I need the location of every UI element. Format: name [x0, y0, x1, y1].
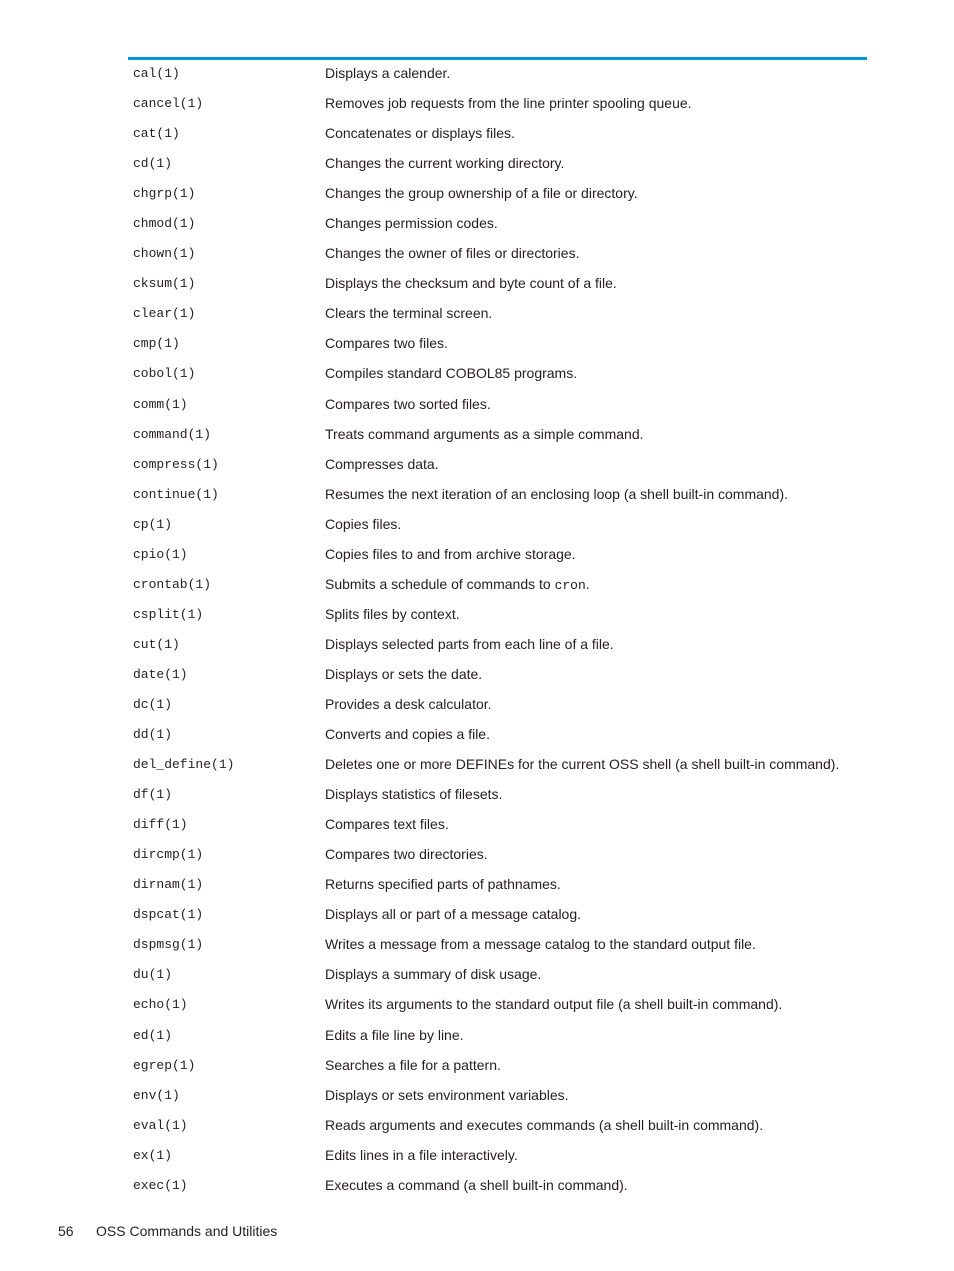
command-description: Copies files to and from archive storage.	[325, 545, 576, 562]
table-row	[133, 1112, 867, 1142]
command-name: ed(1)	[133, 1027, 173, 1043]
table-row	[133, 901, 867, 931]
command-description: Resumes the next iteration of an enclosing loop (a shell built-in command).	[325, 485, 789, 502]
table-row	[133, 180, 867, 210]
table-row	[133, 721, 867, 751]
table-row	[133, 120, 867, 150]
command-name: dspmsg(1)	[133, 937, 204, 953]
command-name: ex(1)	[133, 1147, 173, 1163]
command-description: Compresses data.	[325, 455, 439, 472]
table-row	[133, 1052, 867, 1082]
table-row	[133, 691, 867, 721]
command-name: cal(1)	[133, 66, 180, 81]
table-row	[133, 360, 867, 390]
command-name: chmod(1)	[133, 216, 196, 232]
command-name: cd(1)	[133, 156, 173, 172]
command-description: Compares two directories.	[325, 846, 488, 863]
table-row	[133, 391, 867, 421]
command-name: crontab(1)	[133, 576, 212, 592]
command-name: csplit(1)	[133, 606, 204, 622]
command-name: eval(1)	[133, 1117, 188, 1133]
command-description: Changes the current working directory.	[325, 155, 565, 172]
command-description: Converts and copies a file.	[325, 726, 490, 743]
command-description-suffix: .	[585, 575, 590, 592]
command-description: Clears the terminal screen.	[325, 305, 493, 322]
command-name: cksum(1)	[133, 276, 196, 292]
command-name: env(1)	[133, 1087, 180, 1103]
command-description: Writes its arguments to the standard output file (a shell built-in command).	[325, 996, 783, 1013]
table-row	[133, 991, 867, 1021]
table-row	[133, 661, 867, 691]
command-description: Edits lines in a file interactively.	[325, 1146, 518, 1163]
command-description: Displays a calender.	[325, 65, 451, 81]
command-description: Compiles standard COBOL85 programs.	[325, 365, 578, 382]
command-description-text: Submits a schedule of commands to	[325, 575, 555, 592]
table-row	[133, 1172, 867, 1202]
command-name: command(1)	[133, 426, 212, 442]
page-footer	[58, 1222, 277, 1240]
command-description: Reads arguments and executes commands (a shell built-in command).	[325, 1116, 764, 1133]
command-name: dirnam(1)	[133, 877, 204, 893]
command-description: Displays the checksum and byte count of a file.	[325, 275, 617, 292]
table-row	[133, 240, 867, 270]
command-name: chown(1)	[133, 246, 196, 262]
command-description: Concatenates or displays files.	[325, 125, 515, 142]
command-description: Displays or sets the date.	[325, 665, 483, 682]
command-description: Displays statistics of filesets.	[325, 786, 503, 803]
command-description: Copies files.	[325, 515, 402, 532]
command-description: Splits files by context.	[325, 605, 460, 622]
command-description: Compares two sorted files.	[325, 395, 491, 412]
table-row	[133, 841, 867, 871]
command-description: Returns specified parts of pathnames.	[325, 876, 561, 893]
command-description: Provides a desk calculator.	[325, 695, 492, 712]
table-row	[133, 150, 867, 180]
command-description: Compares text files.	[325, 816, 449, 833]
command-description: Displays all or part of a message catalog.	[325, 906, 582, 923]
table-row	[133, 1022, 867, 1052]
table-row	[133, 961, 867, 991]
table-row	[133, 631, 867, 661]
command-name: compress(1)	[133, 456, 219, 472]
command-name: cmp(1)	[133, 336, 180, 352]
command-name: del_define(1)	[133, 757, 235, 773]
command-name: continue(1)	[133, 486, 219, 502]
table-row	[133, 931, 867, 961]
table-row	[133, 751, 867, 781]
table-row	[133, 60, 867, 90]
table-row	[133, 210, 867, 240]
command-name: cp(1)	[133, 516, 173, 532]
table-row	[133, 541, 867, 571]
command-name: dc(1)	[133, 696, 173, 712]
command-description: Displays a summary of disk usage.	[325, 966, 542, 983]
command-name: diff(1)	[133, 817, 188, 833]
table-row	[133, 511, 867, 541]
commands-table	[133, 60, 867, 1202]
table-row	[133, 871, 867, 901]
table-row	[133, 571, 867, 601]
table-row	[133, 1082, 867, 1112]
command-name: chgrp(1)	[133, 186, 196, 202]
command-name: dd(1)	[133, 727, 173, 743]
footer-section-title: OSS Commands and Utilities	[96, 1223, 278, 1239]
command-description: Changes permission codes.	[325, 215, 498, 232]
page-number: 56	[58, 1223, 74, 1239]
command-description: Displays or sets environment variables.	[325, 1086, 569, 1103]
command-name: du(1)	[133, 967, 173, 983]
table-row	[133, 421, 867, 451]
command-name: cut(1)	[133, 636, 180, 652]
command-description: Executes a command (a shell built-in command).	[325, 1176, 628, 1193]
command-name: cat(1)	[133, 126, 180, 142]
table-row	[133, 451, 867, 481]
command-name: egrep(1)	[133, 1057, 196, 1073]
table-row	[133, 300, 867, 330]
command-name: date(1)	[133, 666, 188, 682]
command-description: Changes the group ownership of a file or directory.	[325, 185, 638, 202]
table-row	[133, 781, 867, 811]
command-name: dspcat(1)	[133, 907, 204, 923]
command-description: Writes a message from a message catalog to the standard output file.	[325, 936, 756, 953]
command-description: Searches a file for a pattern.	[325, 1056, 501, 1073]
command-name: cobol(1)	[133, 366, 196, 382]
command-description: Displays selected parts from each line of a file.	[325, 635, 614, 652]
command-name: dircmp(1)	[133, 847, 204, 863]
table-row	[133, 811, 867, 841]
command-name: cancel(1)	[133, 96, 204, 112]
command-description: Changes the owner of files or directories.	[325, 245, 580, 262]
command-description: Compares two files.	[325, 335, 448, 352]
command-name: df(1)	[133, 787, 173, 803]
table-row	[133, 90, 867, 120]
table-row	[133, 1142, 867, 1172]
command-description: Treats command arguments as a simple command.	[325, 425, 644, 442]
command-description: Edits a file line by line.	[325, 1026, 464, 1043]
command-name: cpio(1)	[133, 546, 188, 562]
command-name: echo(1)	[133, 997, 188, 1013]
command-description: Removes job requests from the line printer spooling queue.	[325, 95, 692, 112]
command-name: clear(1)	[133, 306, 196, 322]
table-row	[133, 270, 867, 300]
command-description-code: cron	[554, 577, 586, 593]
table-row	[133, 481, 867, 511]
command-name: exec(1)	[133, 1177, 188, 1193]
command-name: comm(1)	[133, 396, 188, 412]
command-description: Deletes one or more DEFINEs for the current OSS shell (a shell built-in command).	[325, 756, 840, 773]
command-description	[325, 576, 590, 594]
table-row	[133, 330, 867, 360]
table-row	[133, 601, 867, 631]
